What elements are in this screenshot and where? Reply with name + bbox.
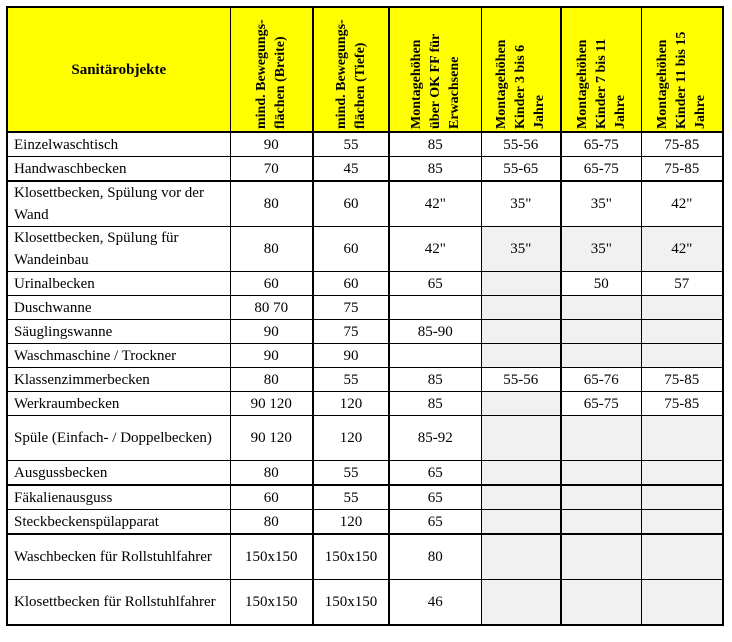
cell-tiefe: 120	[313, 392, 389, 416]
cell-tiefe: 55	[313, 485, 389, 510]
header-erwachsene-label: Montagehöhen über OK FF für Erwachsene	[408, 33, 462, 129]
cell-erwachsene: 42"	[389, 181, 481, 227]
cell-kinder-7-11	[561, 510, 641, 535]
header-kinder-3-6-label: Montagehöhen Kinder 3 bis 6 Jahre	[494, 39, 548, 129]
cell-kinder-3-6: 55-56	[481, 368, 561, 392]
cell-kinder-7-11: 50	[561, 272, 641, 296]
cell-kinder-11-15: 75-85	[641, 368, 723, 392]
header-kinder-3-6	[481, 7, 561, 132]
cell-kinder-3-6: 55-65	[481, 157, 561, 182]
header-kinder-7-11	[561, 7, 641, 132]
cell-breite: 80	[230, 227, 313, 272]
cell-kinder-3-6	[481, 534, 561, 580]
cell-kinder-3-6: 35"	[481, 181, 561, 227]
cell-kinder-11-15: 42"	[641, 227, 723, 272]
cell-objekt-name: Klassenzimmerbecken	[7, 368, 230, 392]
cell-erwachsene: 80	[389, 534, 481, 580]
cell-breite: 90	[230, 320, 313, 344]
cell-kinder-3-6	[481, 485, 561, 510]
cell-kinder-11-15	[641, 461, 723, 486]
cell-kinder-11-15	[641, 416, 723, 461]
cell-kinder-3-6	[481, 392, 561, 416]
cell-kinder-3-6	[481, 580, 561, 626]
cell-breite: 80 70	[230, 296, 313, 320]
cell-breite: 60	[230, 485, 313, 510]
cell-objekt-name: Klosettbecken, Spülung vor der Wand	[7, 181, 230, 227]
cell-kinder-3-6	[481, 461, 561, 486]
header-tiefe-label: mind. Bewegungs-flächen (Tiefe)	[334, 18, 368, 129]
table-row	[7, 320, 723, 344]
cell-objekt-name: Waschbecken für Rollstuhlfahrer	[7, 534, 230, 580]
cell-kinder-11-15: 75-85	[641, 157, 723, 182]
cell-objekt-name: Klosettbecken für Rollstuhlfahrer	[7, 580, 230, 626]
cell-tiefe: 75	[313, 296, 389, 320]
cell-tiefe: 55	[313, 368, 389, 392]
cell-erwachsene: 85-92	[389, 416, 481, 461]
cell-erwachsene	[389, 296, 481, 320]
header-erwachsene	[389, 7, 481, 132]
table-row	[7, 580, 723, 626]
cell-erwachsene: 46	[389, 580, 481, 626]
table-row	[7, 272, 723, 296]
cell-kinder-11-15: 75-85	[641, 132, 723, 157]
cell-objekt-name: Säuglingswanne	[7, 320, 230, 344]
cell-kinder-3-6	[481, 320, 561, 344]
table-row	[7, 368, 723, 392]
cell-objekt-name: Handwaschbecken	[7, 157, 230, 182]
cell-breite: 80	[230, 461, 313, 486]
cell-kinder-11-15: 57	[641, 272, 723, 296]
cell-breite: 80	[230, 510, 313, 535]
cell-kinder-11-15	[641, 344, 723, 368]
cell-objekt-name: Waschmaschine / Trockner	[7, 344, 230, 368]
cell-erwachsene: 65	[389, 485, 481, 510]
cell-kinder-7-11	[561, 320, 641, 344]
sanitary-objects-table	[6, 6, 724, 626]
cell-breite: 90	[230, 344, 313, 368]
cell-kinder-7-11	[561, 534, 641, 580]
cell-kinder-11-15: 75-85	[641, 392, 723, 416]
cell-kinder-7-11	[561, 416, 641, 461]
table-row	[7, 181, 723, 227]
table-row	[7, 416, 723, 461]
table-body	[7, 132, 723, 625]
header-tiefe	[313, 7, 389, 132]
cell-kinder-7-11	[561, 296, 641, 320]
cell-tiefe: 55	[313, 132, 389, 157]
header-kinder-11-15-label: Montagehöhen Kinder 11 bis 15 Jahre	[655, 31, 709, 129]
cell-tiefe: 60	[313, 227, 389, 272]
table-row	[7, 461, 723, 486]
cell-breite: 90	[230, 132, 313, 157]
cell-kinder-7-11: 65-76	[561, 368, 641, 392]
cell-tiefe: 90	[313, 344, 389, 368]
header-breite	[230, 7, 313, 132]
cell-objekt-name: Werkraumbecken	[7, 392, 230, 416]
cell-erwachsene: 85	[389, 132, 481, 157]
cell-kinder-11-15	[641, 534, 723, 580]
cell-kinder-11-15	[641, 580, 723, 626]
cell-kinder-11-15	[641, 510, 723, 535]
cell-objekt-name: Ausgussbecken	[7, 461, 230, 486]
cell-erwachsene: 85-90	[389, 320, 481, 344]
cell-objekt-name: Klosettbecken, Spülung für Wandeinbau	[7, 227, 230, 272]
cell-objekt-name: Steckbeckenspülapparat	[7, 510, 230, 535]
cell-kinder-3-6	[481, 416, 561, 461]
cell-kinder-3-6	[481, 510, 561, 535]
cell-objekt-name: Duschwanne	[7, 296, 230, 320]
cell-breite: 80	[230, 181, 313, 227]
cell-objekt-name: Urinalbecken	[7, 272, 230, 296]
cell-kinder-7-11: 35"	[561, 227, 641, 272]
cell-objekt-name: Fäkalienausguss	[7, 485, 230, 510]
cell-kinder-7-11	[561, 580, 641, 626]
header-kinder-7-11-label: Montagehöhen Kinder 7 bis 11 Jahre	[574, 38, 628, 129]
cell-tiefe: 150x150	[313, 534, 389, 580]
cell-breite: 150x150	[230, 534, 313, 580]
cell-erwachsene: 42"	[389, 227, 481, 272]
cell-objekt-name: Spüle (Einfach- / Doppelbecken)	[7, 416, 230, 461]
cell-kinder-7-11: 65-75	[561, 132, 641, 157]
table-row	[7, 392, 723, 416]
cell-breite: 70	[230, 157, 313, 182]
cell-kinder-7-11: 35"	[561, 181, 641, 227]
cell-kinder-11-15	[641, 320, 723, 344]
cell-tiefe: 45	[313, 157, 389, 182]
cell-tiefe: 60	[313, 181, 389, 227]
cell-erwachsene: 65	[389, 461, 481, 486]
cell-kinder-3-6	[481, 344, 561, 368]
cell-tiefe: 120	[313, 510, 389, 535]
cell-tiefe: 75	[313, 320, 389, 344]
header-sanitaerobjekte: Sanitärobjekte	[7, 7, 230, 132]
header-kinder-11-15	[641, 7, 723, 132]
cell-kinder-7-11	[561, 344, 641, 368]
cell-kinder-11-15: 42"	[641, 181, 723, 227]
cell-tiefe: 150x150	[313, 580, 389, 626]
header-breite-label: mind. Bewegungs-flächen (Breite)	[254, 18, 289, 129]
cell-tiefe: 55	[313, 461, 389, 486]
cell-tiefe: 60	[313, 272, 389, 296]
cell-kinder-7-11: 65-75	[561, 392, 641, 416]
cell-erwachsene: 85	[389, 157, 481, 182]
table-row	[7, 534, 723, 580]
table-row	[7, 344, 723, 368]
table-row	[7, 227, 723, 272]
cell-breite: 90 120	[230, 392, 313, 416]
cell-breite: 60	[230, 272, 313, 296]
cell-kinder-3-6	[481, 296, 561, 320]
cell-kinder-7-11: 65-75	[561, 157, 641, 182]
cell-erwachsene: 65	[389, 272, 481, 296]
table-row	[7, 132, 723, 157]
cell-breite: 150x150	[230, 580, 313, 626]
cell-erwachsene: 85	[389, 392, 481, 416]
cell-kinder-3-6: 55-56	[481, 132, 561, 157]
cell-kinder-7-11	[561, 461, 641, 486]
cell-breite: 90 120	[230, 416, 313, 461]
cell-kinder-3-6: 35"	[481, 227, 561, 272]
cell-erwachsene: 85	[389, 368, 481, 392]
table-row	[7, 510, 723, 535]
header-row	[7, 7, 723, 132]
cell-kinder-3-6	[481, 272, 561, 296]
cell-tiefe: 120	[313, 416, 389, 461]
cell-erwachsene	[389, 344, 481, 368]
table-row	[7, 296, 723, 320]
cell-erwachsene: 65	[389, 510, 481, 535]
cell-kinder-7-11	[561, 485, 641, 510]
table-row	[7, 157, 723, 182]
cell-breite: 80	[230, 368, 313, 392]
table-row	[7, 485, 723, 510]
cell-kinder-11-15	[641, 296, 723, 320]
cell-objekt-name: Einzelwaschtisch	[7, 132, 230, 157]
cell-kinder-11-15	[641, 485, 723, 510]
